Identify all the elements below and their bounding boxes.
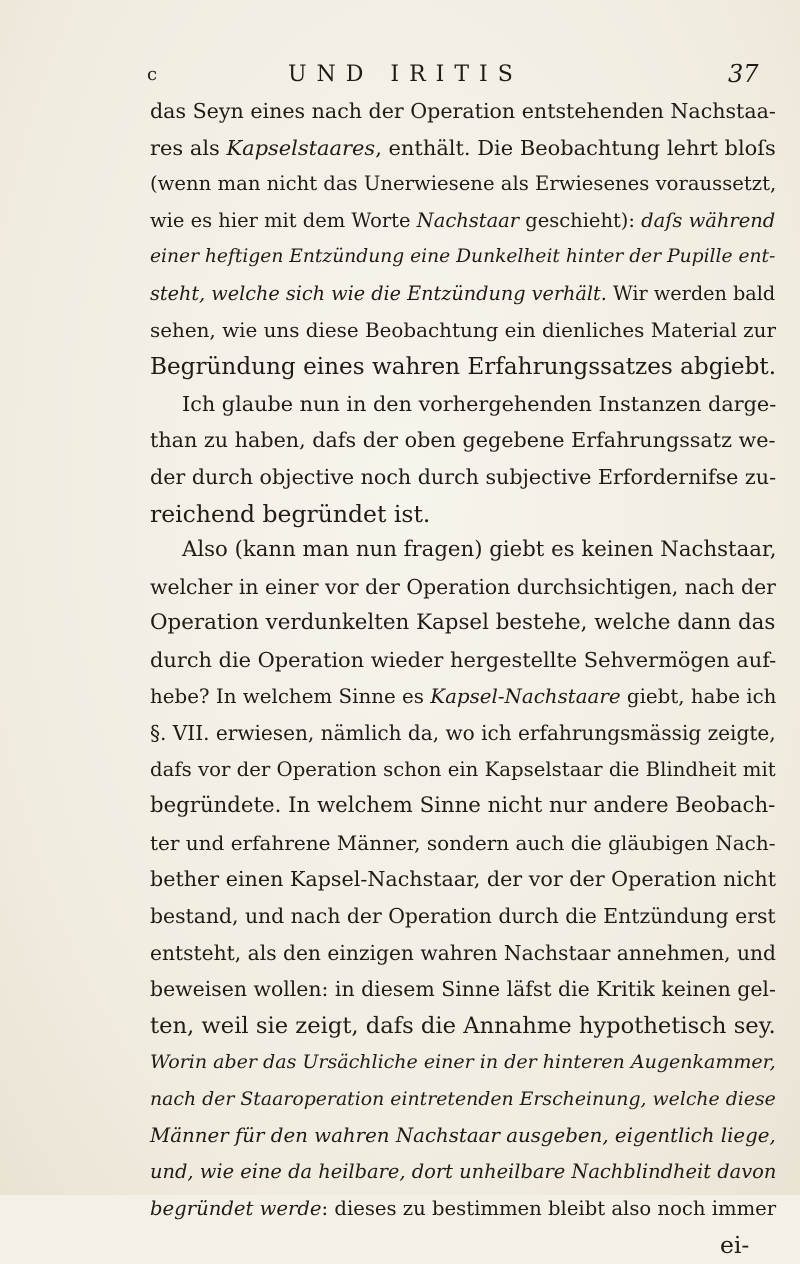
text-segment: (wenn man nicht das Unerwiesene als Erwiesenes voraussetzt, — [150, 172, 777, 196]
text-line — [150, 1118, 776, 1155]
text-line — [150, 605, 776, 642]
text-segment: res als — [150, 135, 227, 160]
text-line — [150, 715, 776, 752]
text-line — [150, 496, 776, 533]
text-line — [150, 1081, 776, 1118]
text-line — [150, 422, 776, 459]
text-segment: der durch objective noch durch subjective Erfordernifse zu- — [150, 464, 777, 489]
italic-segment: Nachstaar — [416, 208, 520, 232]
text-segment: entsteht, als den einzigen wahren Nachstaar annehmen, und — [150, 940, 777, 965]
text-segment: das Seyn eines nach der Operation entstehenden Nachstaa- — [150, 99, 776, 123]
text-line — [150, 788, 776, 825]
text-line — [150, 130, 776, 167]
text-line — [150, 1154, 776, 1191]
text-line — [150, 752, 776, 789]
text-segment: geschieht): — [519, 208, 642, 232]
text-line — [150, 569, 776, 606]
text-segment: durch die Operation wieder hergestellte Sehvermögen auf- — [150, 647, 777, 672]
italic-segment: Kapselstaares — [226, 135, 376, 160]
text-segment: , enthält. Die Beobachtung lehrt bloſs — [375, 135, 776, 160]
text-segment: ten, weil sie zeigt, dafs die Annahme hypothetisch sey. — [150, 1012, 776, 1039]
text-line — [150, 386, 776, 423]
text-line — [150, 1227, 776, 1264]
margin-mark: c — [147, 64, 158, 85]
italic-segment: Worin aber das Ursächliche einer in der hinteren Augenkammer, — [150, 1051, 776, 1074]
text-segment: ei- — [720, 1231, 750, 1260]
text-segment: wie es hier mit dem Worte — [150, 208, 417, 232]
italic-segment: daſs während — [641, 208, 776, 232]
text-line — [150, 679, 776, 716]
text-segment: Begründung eines wahren Erfahrungssatzes abgiebt. — [150, 354, 777, 381]
text-segment: bether einen Kapsel-Nachstaar, der vor der Operation nicht — [150, 867, 777, 892]
text-segment: beweisen wollen: in diesem Sinne läfst die Kritik keinen gel- — [150, 977, 776, 1002]
text-line — [150, 642, 776, 679]
italic-segment: begründet werde — [150, 1196, 322, 1220]
text-line — [150, 971, 776, 1008]
page-header — [0, 50, 800, 90]
italic-segment: steht, welche sich wie die Entzündung verhält. — [150, 281, 607, 305]
text-segment: sehen, wie uns diese Beobachtung ein dienliches Material zur — [150, 318, 776, 342]
text-line — [150, 1044, 776, 1081]
text-line — [150, 349, 776, 386]
text-segment: giebt, habe ich — [620, 684, 777, 708]
text-segment: reichend begründet ist. — [150, 499, 431, 528]
italic-segment: und, wie eine da heilbare, dort unheilbare Nachblindheit davon — [150, 1160, 777, 1184]
text-segment: welcher in einer vor der Operation durchsichtigen, nach der — [150, 574, 776, 599]
text-line — [150, 898, 776, 935]
text-segment: Wir werden bald — [606, 281, 776, 305]
text-segment: : dieses zu bestimmen bleibt also noch immer — [321, 1196, 777, 1220]
text-segment: Operation verdunkelten Kapsel bestehe, welche dann das — [150, 610, 776, 636]
text-segment: begründete. In welchem Sinne nicht nur andere Beobach- — [150, 793, 776, 819]
text-line — [150, 203, 776, 240]
text-segment: ter und erfahrene Männer, sondern auch die gläubigen Nach- — [150, 830, 776, 855]
italic-segment: einer heftigen Entzündung eine Dunkelheit hinter der Pupille ent- — [150, 246, 776, 268]
text-line — [150, 313, 776, 350]
text-segment: hebe? In welchem Sinne es — [150, 684, 431, 708]
text-segment: than zu haben, dafs der oben gegebene Erfahrungssatz we- — [150, 428, 776, 453]
italic-segment: Männer für den wahren Nachstaar ausgeben, eigentlich liege, — [150, 1123, 776, 1147]
text-segment: dafs vor der Operation schon ein Kapselstaar die Blindheit mit — [150, 757, 776, 781]
text-line — [150, 276, 776, 313]
body-text — [150, 93, 776, 1264]
text-line — [150, 1191, 776, 1228]
text-line — [150, 166, 776, 203]
text-line — [150, 825, 776, 862]
text-line — [150, 1008, 776, 1045]
running-title: UND IRITIS — [288, 62, 523, 87]
text-line — [150, 93, 776, 130]
text-segment: Also (kann man nun fragen) giebt es keinen Nachstaar, — [182, 537, 777, 563]
text-line — [150, 239, 776, 276]
page-number: 37 — [728, 60, 759, 88]
text-segment: bestand, und nach der Operation durch die Entzündung erst — [150, 904, 776, 929]
text-line — [150, 459, 776, 496]
text-line — [150, 532, 776, 569]
text-segment: Ich glaube nun in den vorhergehenden Instanzen darge- — [182, 391, 777, 416]
italic-segment: nach der Staaroperation eintretenden Erscheinung, welche diese — [150, 1088, 776, 1111]
text-line — [150, 861, 776, 898]
text-line — [150, 935, 776, 972]
italic-segment: Kapsel-Nachstaare — [430, 684, 621, 708]
text-segment: §. VII. erwiesen, nämlich da, wo ich erfahrungsmässig zeigte, — [150, 721, 776, 746]
